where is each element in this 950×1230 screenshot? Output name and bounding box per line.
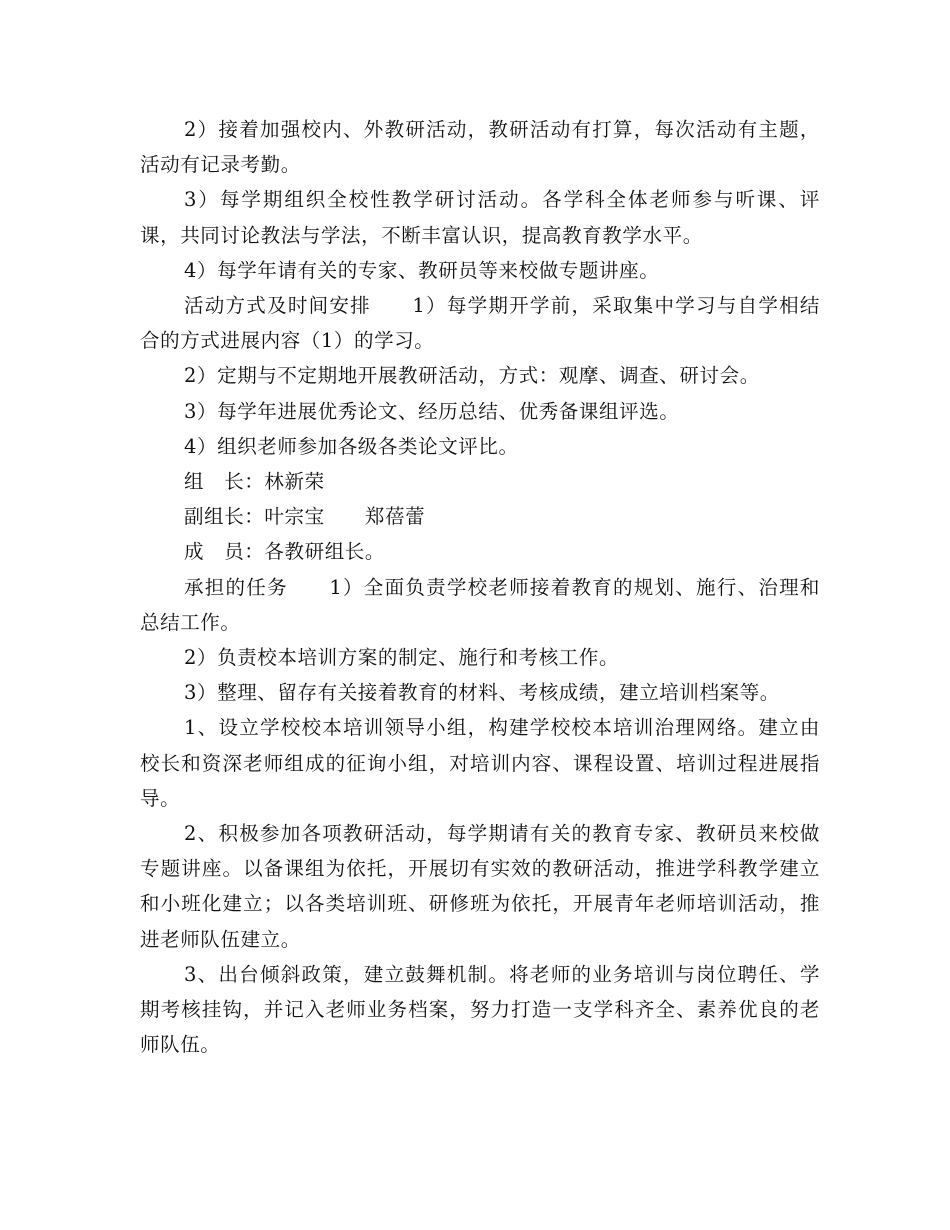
- paragraph: 2）负责校本培训方案的制定、施行和考核工作。: [184, 646, 620, 670]
- paragraph: 3、出台倾斜政策，建立鼓舞机制。将老师的业务培训与岗位聘任、学期考核挂钩，并记入老师业务档案，努力打造一支学科齐全、素养优良的老师队伍。: [140, 962, 820, 1057]
- paragraph: 4）组织老师参加各级各类论文评比。: [184, 434, 519, 458]
- paragraph: 2、积极参加各项教研活动，每学期请有关的教育专家、教研员来校做专题讲座。以备课组为依托，开展切有实效的教研活动，推进学科教学建立和小班化建立；以各类培训班、研修班为依托，开展青年老师培训活动，推进老师队伍建立。: [140, 822, 820, 951]
- paragraph: 活动方式及时间安排 1）每学期开学前，采取集中学习与自学相结合的方式进展内容（1）的学习。: [140, 294, 820, 353]
- deputy-leader-line: 副组长：叶宗宝 郑蓓蕾: [184, 505, 426, 529]
- paragraph: 3）整理、留存有关接着教育的材料、考核成绩，建立培训档案等。: [184, 681, 780, 705]
- paragraph: 2）定期与不定期地开展教研活动，方式：观摩、调查、研讨会。: [184, 364, 760, 388]
- paragraph: 承担的任务 1）全面负责学校老师接着教育的规划、施行、治理和总结工作。: [140, 575, 820, 634]
- group-leader-line: 组 长：林新荣: [184, 470, 325, 494]
- members-line: 成 员：各教研组长。: [184, 540, 386, 564]
- paragraph: 3）每学年进展优秀论文、经历总结、优秀备课组评选。: [184, 399, 680, 423]
- paragraph: 2）接着加强校内、外教研活动，教研活动有打算，每次活动有主题，活动有记录考勤。: [140, 118, 820, 177]
- paragraph: 4）每学年请有关的专家、教研员等来校做专题讲座。: [184, 258, 660, 282]
- document-page: [140, 112, 820, 1062]
- paragraph: 3）每学期组织全校性教学研讨活动。各学科全体老师参与听课、评课，共同讨论教法与学法，不断丰富认识，提高教育教学水平。: [140, 188, 820, 247]
- paragraph: 1、设立学校校本培训领导小组，构建学校校本培训治理网络。建立由校长和资深老师组成的征询小组，对培训内容、课程设置、培训过程进展指导。: [140, 716, 820, 810]
